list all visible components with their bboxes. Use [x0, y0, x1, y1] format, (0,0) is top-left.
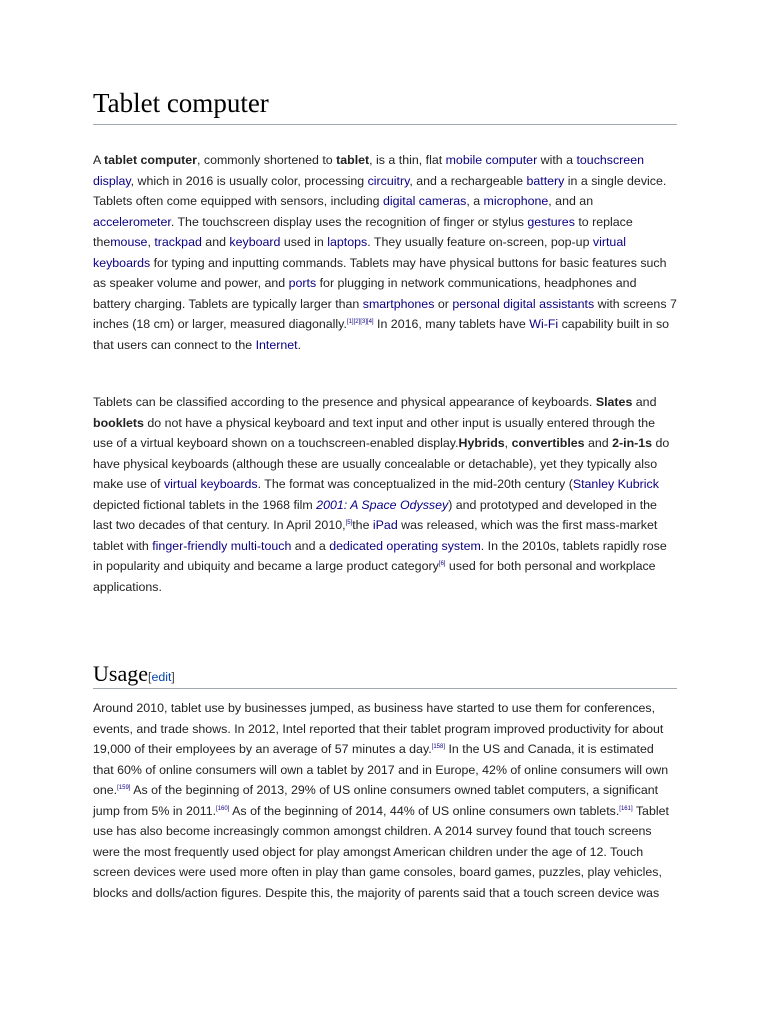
bold-term: tablet computer: [104, 153, 197, 167]
intro-paragraph: [93, 150, 677, 355]
bold-term: convertibles: [511, 436, 585, 450]
section-heading-usage: [93, 660, 175, 691]
wiki-link[interactable]: battery: [526, 173, 565, 188]
text-run: and a: [291, 538, 330, 553]
bold-term: Slates: [595, 395, 633, 409]
text-run: and: [584, 436, 613, 450]
edit-bracket-close: ]: [171, 670, 175, 684]
text-run: Around 2010, tablet use by businesses jumped, as business have started to use them for conferences, events, and trade shows. In 2012, Intel reported that their tablet program improved productivity for about 19,000 of their employees by an average of 57 minutes a day.: [93, 701, 664, 756]
text-run: As of the beginning of 2014, 44% of US online consumers own tablets.: [229, 803, 620, 818]
wiki-link[interactable]: Internet: [255, 337, 298, 352]
section-divider: [93, 688, 677, 689]
citation-link[interactable]: [161]: [619, 805, 633, 812]
text-run: capability built in so that users can connect to the: [93, 317, 670, 352]
wiki-link[interactable]: dedicated operating system: [329, 538, 481, 553]
wiki-link[interactable]: mouse: [110, 235, 148, 249]
wiki-link[interactable]: touchscreen display: [93, 153, 644, 188]
text-run: In the US and Canada, it is estimated that 60% of online consumers will own a tablet by 2017 and in Europe, 42% of online consumers will own one.: [93, 742, 669, 797]
edit-bracket-open: [: [147, 670, 152, 684]
text-run: for plugging in network communications, headphones and battery charging. Tablets are typically larger than: [93, 276, 637, 311]
bold-term: booklets: [93, 415, 144, 430]
text-run: used for both personal and workplace applications.: [93, 559, 656, 594]
text-run: was released, which was the first mass-market tablet with: [93, 518, 658, 553]
citation-link[interactable]: [158]: [431, 744, 446, 750]
text-run: A: [93, 153, 105, 167]
wiki-link[interactable]: mobile computer: [445, 153, 538, 167]
wiki-link[interactable]: digital cameras: [382, 194, 467, 208]
text-run: or: [434, 296, 453, 311]
edit-section-link-wrapper: [148, 670, 175, 684]
wiki-link[interactable]: smartphones: [362, 296, 435, 311]
text-run: . The touchscreen display uses the recognition of finger or stylus: [170, 214, 528, 229]
wiki-link[interactable]: laptops: [327, 235, 368, 249]
wiki-link[interactable]: keyboard: [229, 235, 281, 249]
text-run: with a: [537, 153, 577, 167]
bold-term: 2-in-1s: [612, 436, 653, 450]
citation-link[interactable]: [6]: [438, 561, 446, 567]
wiki-link[interactable]: iPad: [372, 518, 398, 532]
wiki-link[interactable]: gestures: [527, 214, 575, 229]
text-run: Tablet use has also become increasingly common amongst children. A 2014 survey found that touch screens were the most frequently used object for play amongst American children under the age of 12. Touch screen devices were used more often in play than game consoles, board games, puzzles, play vehicles, blocks and dolls/action figures. Despite this, the majority of parents said that a touch screen device was: [93, 803, 669, 900]
text-run: . The format was conceptualized in the mid-20th century (: [257, 477, 573, 491]
text-run: , and a rechargeable: [409, 173, 527, 188]
bold-term: Hybrids: [458, 436, 505, 450]
wiki-link[interactable]: virtual keyboards: [93, 235, 626, 270]
wiki-link[interactable]: trackpad: [154, 235, 202, 249]
wiki-link[interactable]: circuitry: [367, 173, 410, 188]
title-divider: [93, 124, 677, 125]
classification-paragraph: [93, 392, 677, 597]
wiki-link[interactable]: virtual keyboards: [163, 477, 258, 491]
text-run: ,: [147, 235, 155, 249]
wiki-link[interactable]: Stanley Kubrick: [572, 477, 659, 491]
wiki-link[interactable]: personal digital assistants: [452, 296, 595, 311]
text-run: , commonly shortened to: [196, 153, 337, 167]
text-run: to replace the: [93, 214, 633, 249]
text-run: , is a thin, flat: [369, 153, 446, 167]
text-run: In 2016, many tablets have: [373, 317, 530, 331]
text-run: for typing and inputting commands. Tablets may have physical buttons for basic features such as speaker volume and power, and: [93, 255, 667, 290]
wiki-link[interactable]: finger-friendly multi-touch: [152, 538, 292, 553]
wiki-link[interactable]: ports: [288, 276, 317, 290]
text-run: do have physical keyboards (although these are usually concealable or detachable), yet they typically also make use of: [93, 436, 670, 491]
citation-link[interactable]: [159]: [117, 785, 131, 791]
wiki-link[interactable]: 2001: A Space Odyssey: [316, 497, 449, 512]
text-run: . They usually feature on-screen, pop-up: [367, 235, 593, 249]
page-title: Tablet computer: [93, 88, 269, 118]
text-run: depicted fictional tablets in the 1968 film: [93, 497, 317, 512]
text-run: As of the beginning of 2013, 29% of US online consumers owned tablet computers, a significant jump from 5% in 2011.: [93, 783, 659, 818]
wiki-link[interactable]: accelerometer: [93, 214, 171, 229]
usage-paragraph: [93, 698, 677, 903]
text-run: and: [632, 395, 657, 409]
section-heading-usage-text: Usage: [93, 661, 148, 686]
edit-section-link[interactable]: edit: [151, 670, 172, 684]
text-run: and: [201, 235, 230, 249]
text-run: do not have a physical keyboard and text input and other input is usually entered through the use of a virtual keyboard shown on a touchscreen-enabled display.: [93, 415, 656, 450]
text-run: with screens 7 inches (18 cm) or larger, measured diagonally.: [93, 296, 677, 331]
text-run: , a: [466, 194, 484, 208]
bold-term: tablet: [336, 153, 370, 167]
text-run: ) and prototyped and developed in the last two decades of that century. In April 2010,: [93, 497, 657, 532]
wiki-link[interactable]: microphone: [483, 194, 549, 208]
text-run: , and an: [548, 194, 594, 208]
text-run: . In the 2010s, tablets rapidly rose in popularity and ubiquity and became a large product category: [93, 538, 667, 573]
text-run: .: [297, 337, 302, 352]
text-run: used in: [280, 235, 328, 249]
text-run: , which in 2016 is usually color, processing: [130, 173, 368, 188]
text-run: in a single device. Tablets often come equipped with sensors, including: [93, 173, 667, 208]
citation-link[interactable]: [5]: [345, 520, 353, 526]
citation-link[interactable]: [1][2][3][4]: [346, 319, 374, 325]
wiki-link[interactable]: Wi-Fi: [529, 317, 559, 331]
text-run: Tablets can be classified according to the presence and physical appearance of keyboards.: [93, 395, 596, 409]
citation-link[interactable]: [160]: [216, 805, 230, 812]
text-run: the: [352, 518, 373, 532]
text-run: ,: [504, 436, 512, 450]
